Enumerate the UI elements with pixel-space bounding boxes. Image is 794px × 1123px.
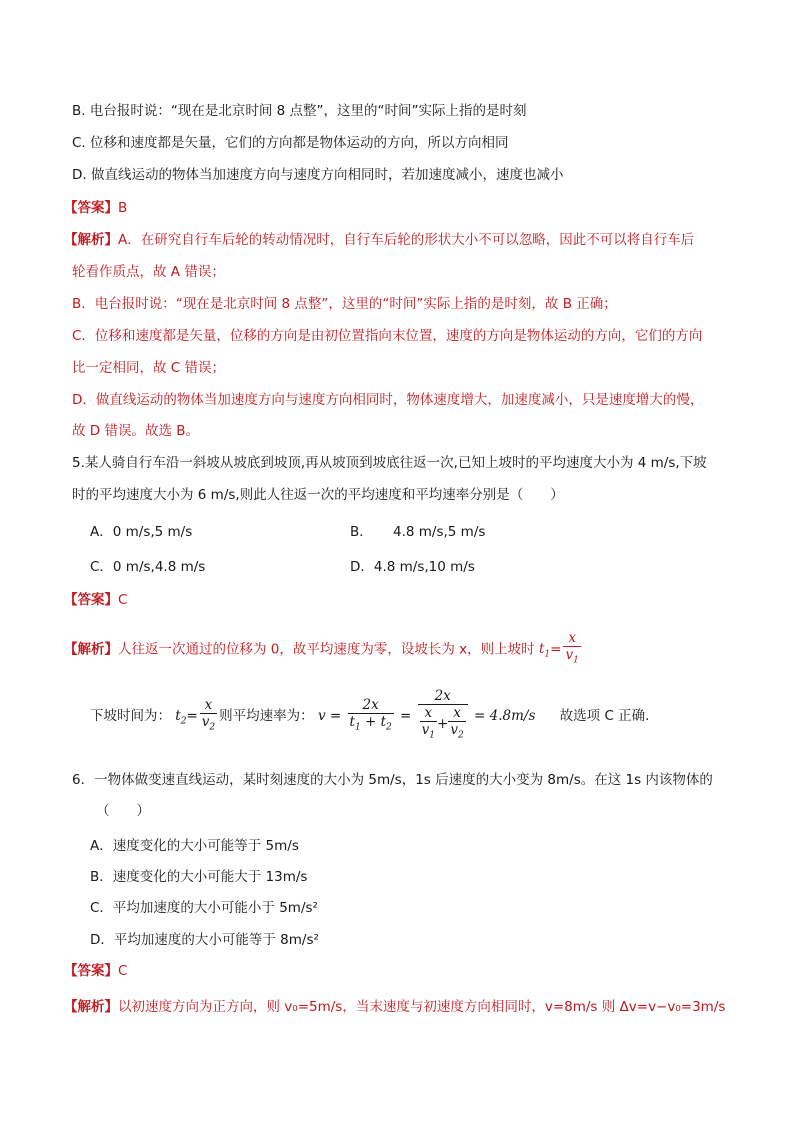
q5-answer [64,590,127,610]
answer-tag: 【答案】 [64,200,118,216]
q5-option-d: D．4.8 m/s,10 m/s [350,559,475,575]
analysis-tag: 【解析】 [64,641,118,658]
fraction-2x-over-v-sum: 2x $\frac{x}{v_1}$ + $\frac{x}{v_2}$ [418,688,468,744]
q4-analysis-line-6: D．做直线运动的物体当加速度方向与速度方向相同时，物体速度增大，加速度减小，只是速度增大的慢， [72,392,704,408]
fraction-x-over-v2: $\frac{x}{v_2}$ [200,697,217,736]
fraction-2x-over-t-sum: $\frac{2x}{t_1 + t_2}$ [348,697,394,736]
q4-analysis-line-3: B．电台报时说：“现在是北京时间 8 点整”，这里的“时间”实际上指的是时刻，故 B 正确； [72,296,617,312]
answer-value: C [118,592,128,608]
q4-analysis-line-7: 故 D 错误。故选 B。 [72,423,200,439]
q6-analysis [64,997,725,1017]
q5-analysis-line-1: 【解析】人往返一次通过的位移为 0，故平均速度为零，设坡长为 x，则上坡时 $t_1=$ $\frac{x}{v_1}$ [64,630,583,673]
fraction-x-over-v1: $\frac{x}{v_1}$ [563,630,580,669]
q4-answer [64,198,127,218]
q4-analysis-line-1 [64,230,694,250]
q5-stem-line-2: 时的平均速度大小为 6 m/s,则此人往返一次的平均速度和平均速率分别是（ ） [72,487,564,503]
answer-tag: 【答案】 [64,963,118,979]
q4-option-d: D. 做直线运动的物体当加速度方向与速度方向相同时，若加速度减小，速度也减小 [72,167,564,183]
answer-tag: 【答案】 [64,592,118,608]
analysis-tag: 【解析】 [64,999,118,1015]
result-value: = 4.8m/s [474,707,536,724]
analysis-text: 以初速度方向为正方向，则 v₀=5m/s，当末速度与初速度方向相同时，v=8m/s 则 Δv=v−v₀=3m/s [118,999,726,1015]
answer-value: C [118,963,128,979]
q6-answer [64,961,127,981]
q5-option-b: B． 4.8 m/s,5 m/s [350,524,486,540]
analysis-tag: 【解析】 [64,232,118,248]
conclusion: 故选项 C 正确. [559,707,650,724]
v-symbol: v [317,707,326,724]
q4-analysis-line-5: 比一定相同，故 C 错误； [72,360,226,376]
q4-analysis-line-4: C．位移和速度都是矢量，位移的方向是由初位置指向末位置，速度的方向是物体运动的方向，它们的方向 [72,328,703,344]
t2-symbol: $t_2$ [175,707,187,727]
q6-stem-line-1: 6．一物体做变速直线运动，某时刻速度的大小为 5m/s，1s 后速度的大小变为 8m/s。在这 1s 内该物体的 [72,772,713,788]
q6-option-b: B．速度变化的大小可能大于 13m/s [90,869,308,885]
rate-label: 则平均速率为： [219,707,314,724]
q4-option-c: C. 位移和速度都是矢量，它们的方向都是物体运动的方向，所以方向相同 [72,135,509,151]
q4-analysis-line-2: 轮看作质点，故 A 错误； [72,264,225,280]
q5-stem-line-1: 5.某人骑自行车沿一斜坡从坡底到坡顶,再从坡顶到坡底往返一次,已知上坡时的平均速度大小为 4 m/s,下坡 [72,455,707,471]
answer-value: B [118,200,128,216]
q5-analysis-line-2: 下坡时间为： $t_2=$ $\frac{x}{v_2}$ 则平均速率为： v = $\frac{2x}{t_1 + t_2}$ = 2x $\frac{x}{v_1}$ + $\frac{x}{v_2}$ = 4.8m/s 故选项 C 正确. [90,688,649,744]
q5-option-c: C．0 m/s,4.8 m/s [90,559,206,575]
analysis-text: A．在研究自行车后轮的转动情况时，自行车后轮的形状大小不可以忽略，因此不可以将自行车后 [118,232,695,248]
q6-option-a: A．速度变化的大小可能等于 5m/s [90,838,299,854]
t1-symbol: $t_1$ [538,641,551,661]
analysis-text: 人往返一次通过的位移为 0，故平均速度为零，设坡长为 x，则上坡时 [118,641,535,658]
q5-option-a: A．0 m/s,5 m/s [90,524,193,540]
q6-option-c: C．平均加速度的大小可能小于 5m/s² [90,900,318,916]
q4-option-b: B. 电台报时说：“现在是北京时间 8 点整”，这里的“时间”实际上指的是时刻 [72,103,527,119]
q6-option-d: D．平均加速度的大小可能等于 8m/s² [90,932,319,948]
down-label: 下坡时间为： [90,707,171,724]
q6-stem-line-2: （ ） [96,803,150,819]
